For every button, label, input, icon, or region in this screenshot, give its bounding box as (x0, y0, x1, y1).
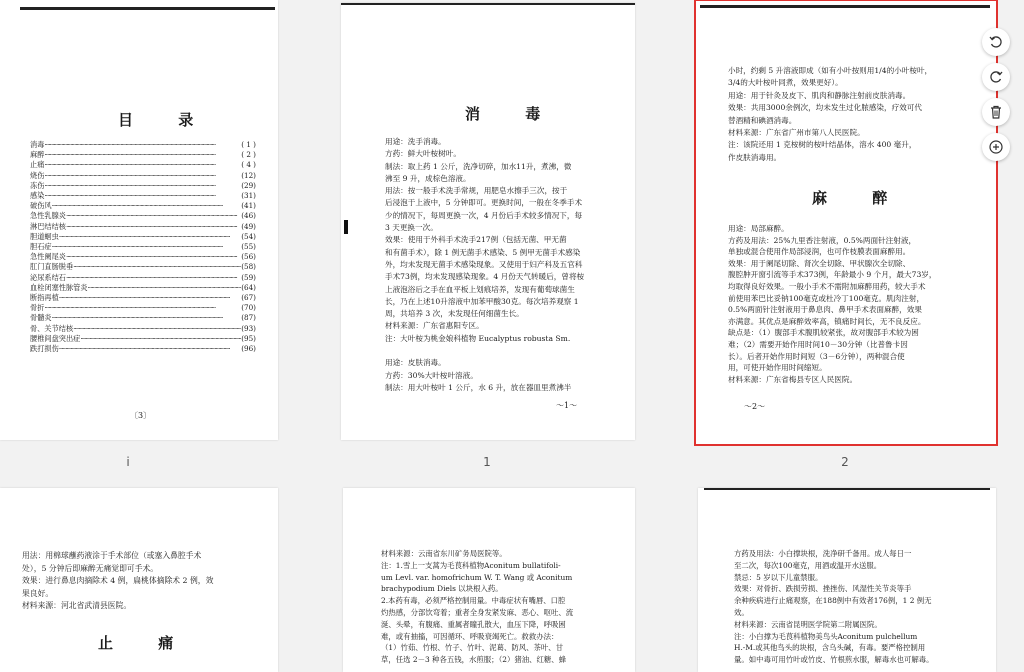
toc-entry-page: (67) (241, 293, 256, 303)
text-line: 草，任选 2－3 种各五钱，水煎服；（2）猪油、红糖、蜂 (381, 655, 567, 665)
text-line: 缺点是：（1）腹部手术腹肌较紧张，故对腹部手术较为困 (728, 328, 919, 338)
toc-entry-page: (49) (241, 221, 256, 231)
toc-title: 目 录 (118, 111, 214, 129)
text-line: 3/4的大叶桉叶同煮，效果更好）。 (728, 78, 843, 88)
toc-entry (30, 344, 256, 354)
text-line: 小时，约剩 5 升溶液即成（如有小叶按则用1/4的小叶桉叶， (728, 66, 933, 75)
page-text (734, 548, 990, 666)
toc-entry-page: (46) (241, 211, 256, 221)
toc-entry-name: 止痛 (30, 160, 45, 170)
text-line: 作皮肤消毒用。 (728, 152, 782, 162)
toc-entry-page: (64) (241, 282, 256, 292)
text-line: （1）竹茹、竹根、竹子、竹叶、泥葛、防风、茶叶、甘 (381, 643, 564, 653)
toc-entry (30, 334, 256, 344)
text-line: 至二次，每次100毫克，用酒或温开水送服。 (734, 560, 882, 570)
page-thumbnail-2[interactable] (696, 1, 996, 444)
toc-entry-name: 跌打损伤 (30, 344, 59, 354)
text-line: 用途：局部麻醉。 (728, 224, 789, 233)
toc-entry-page: (96) (241, 344, 256, 354)
text-line: 单独或混合使用作局部浸润，也可作枝膜表面麻醉用。 (728, 247, 911, 257)
toc-entry-page: (12) (241, 170, 256, 180)
scan-edge (700, 5, 990, 8)
toc-entry-name: 骨髓炎 (30, 313, 52, 323)
toc-entry (30, 242, 256, 252)
text-line: 周，共培养 3 次，未发现任何细菌生长。 (385, 309, 524, 319)
toc-entry (30, 252, 256, 262)
scan-edge (341, 3, 635, 5)
toc-leader-dots (44, 150, 241, 160)
text-line: 腹腔肿开窗引流等手术373例，年龄最小 9 个月，最大73岁， (728, 270, 937, 280)
toc-entry (30, 273, 256, 283)
text-line: um Levl. var. homofrichum W. T. Wang 或 Aconitum (381, 572, 573, 582)
text-line: 长，乃在上述10升溶液中加苯甲酸30克。每次培养观察 1 (385, 296, 579, 306)
toc-entry (30, 313, 256, 323)
text-line: 沸至 9 升，成棕色溶液。 (385, 173, 471, 183)
toc-leader-dots (52, 313, 242, 323)
toc-entry (30, 160, 256, 170)
text-line: 前使用苯巴比妥钠100毫克或杜冷丁100毫克。肌肉注射， (728, 293, 925, 303)
toc-entry (30, 201, 256, 211)
toc-leader-dots (44, 191, 241, 201)
toc-entry-name: 冻伤 (30, 180, 45, 190)
text-line: 材料来源：广东省广州市第八人民医院。 (728, 127, 865, 137)
toc-leader-dots (44, 181, 241, 191)
toc-entry (30, 211, 256, 221)
toc-entry-page: (70) (241, 303, 256, 313)
text-line: 注：大叶桉为桃金娘科植物 Eucalyptus robusta Sm. (385, 333, 571, 343)
text-line: 少的情况下，每周更换一次，4 月份后手术较多情况下，每 (385, 210, 583, 220)
toc-entry-name: 胆石症 (30, 242, 52, 252)
toc-entry-name: 骨折 (30, 303, 45, 313)
toc-entry-page: (56) (241, 252, 256, 262)
page-thumbnail-1[interactable] (341, 3, 635, 440)
text-line: 0.5%两面针注射液用于鼻息肉、鼻甲手术表面麻醉，效果 (728, 305, 922, 315)
page-footer: ～2～ (744, 402, 766, 411)
text-line: 灼热感，分部饮弯着；重者全身发紧发麻、恶心、呕吐、流 (381, 607, 574, 617)
text-line: 2.本药有毒，必须严格控制用量。中毒症状有嘴唇、口腔 (381, 596, 566, 606)
toc-entry (30, 150, 256, 160)
toc-entry (30, 324, 256, 334)
page-text-bottom (728, 223, 990, 385)
scan-speck (344, 220, 348, 234)
text-line: 长）。后者开始作用时间短（3－6分钟），两种混合使 (728, 351, 905, 361)
toc-entry-name: 急性阑尾炎 (30, 252, 66, 262)
toc-entry-name: 消毒 (30, 140, 45, 149)
toc-leader-dots (44, 160, 241, 170)
toc-leader-dots (80, 334, 241, 344)
rotate-right-button[interactable] (982, 63, 1010, 91)
scan-edge (704, 488, 990, 490)
toc-entry-name: 麻醉 (30, 150, 45, 160)
page-text (381, 548, 631, 666)
toc-entry (30, 191, 256, 201)
toc-entry (30, 140, 256, 150)
text-line: 难；（2）需要开始作用时间10－30分钟（比普鲁卡因 (728, 339, 908, 349)
section-title: 麻 醉 (812, 189, 908, 207)
text-line: 替酒精和碘酒消毒。 (728, 115, 797, 125)
toc-entry (30, 262, 256, 272)
toc-leader-dots (52, 201, 242, 211)
rotate-right-icon (988, 69, 1004, 85)
text-line: 方药及用法：25%九里香注射液，0.5%两面针注射液， (728, 235, 917, 245)
toc-entry-page: ( 2 ) (241, 150, 256, 160)
toc-leader-dots (44, 140, 241, 150)
text-line: 注：1.雪上一支蒿为毛茛科植物Aconitum bullatifoli- (381, 560, 561, 570)
text-line: 注：小白撑为毛茛科植物美鸟头Aconitum pulchellum (734, 631, 918, 641)
toc-leader-dots (88, 283, 242, 293)
text-line: 效果：用于阑尾切除、肾次全切除、甲状腺次全切除、 (728, 258, 911, 268)
text-line: 涎、头晕，有腹痛、重属者瞳孔散大，血压下降，呼吸困 (381, 619, 566, 629)
add-page-icon (988, 139, 1004, 155)
toc-entry (30, 293, 256, 303)
text-line: 用，可使开始作用时间缩短。 (728, 363, 827, 373)
text-line: 处），5 分钟后即麻醉无痛觉即可手术。 (22, 563, 159, 573)
text-line: 材料来源：广东省惠阳专区。 (385, 321, 484, 331)
text-line (385, 345, 625, 357)
text-line: 材料来源：广东省梅县专区人民医院。 (728, 374, 858, 384)
text-line: 禁忌：5 岁以下儿童禁服。 (734, 572, 823, 582)
text-line: 余种疾病进行止痛观察，在188例中有效者176例，1 2 例无 (734, 596, 932, 606)
text-line: 手术73例，均未发现感染现象。4 月份天气转暖后，曾将桉 (385, 272, 585, 282)
toc-entry-name: 破伤风 (30, 201, 52, 211)
text-line: 外，均未发现无菌手术感染现象。又使用于妇产科及五官科 (385, 259, 583, 269)
toc-entry (30, 222, 256, 232)
toc-leader-dots (73, 262, 241, 272)
text-line: 材料来源：云南省昆明医学院第二附属医院。 (734, 619, 882, 629)
toc-entry (30, 303, 256, 313)
delete-page-button[interactable] (982, 98, 1010, 126)
toc-entry-name: 血栓闭塞性脉管炎 (30, 282, 88, 292)
text-line: 材料来源：河北省武清县医院。 (22, 601, 132, 610)
text-line: 3 天更换一次。 (385, 223, 438, 233)
text-line: 用法：用棉球蘸药液涂于手术部位（或塞入鼻腔手术 (22, 551, 202, 560)
toc-list (30, 140, 256, 354)
section-title: 消 毒 (465, 105, 561, 123)
text-line: 制法：用大叶桉叶 1 公斤，水 6 升，放在器皿里煮沸半 (385, 382, 572, 392)
toc-leader-dots (66, 222, 241, 232)
toc-entry (30, 181, 256, 191)
page-actions-toolbar (982, 28, 1012, 168)
toc-leader-dots (73, 324, 241, 334)
page-label-2: 2 (841, 455, 849, 469)
toc-entry (30, 171, 256, 181)
toc-entry-name: 淋巴结结核 (30, 221, 66, 231)
text-line: 效果：对骨折、跌损劳损、挫挫伤、风湿性关节炎等手 (734, 584, 912, 594)
toc-entry-name: 感染 (30, 191, 45, 201)
page-text (385, 136, 625, 394)
text-line: 效果：共用3000余例次，均未发生过化脓感染，疗效可代 (728, 103, 922, 113)
page-thumbnail-5[interactable] (698, 488, 996, 672)
scan-edge (20, 7, 275, 10)
text-line: 方药：30%大叶桉叶溶液。 (385, 370, 478, 380)
text-line: 效果：进行鼻息肉摘除术 4 例，扁桃体摘除术 2 例，效 (22, 576, 214, 585)
text-line: 效。 (734, 607, 749, 617)
text-line: 效果：使用于外科手术洗手217例（包括无菌、甲无菌 (385, 235, 567, 245)
text-line: 果良好。 (22, 588, 54, 598)
toc-entry-page: (31) (241, 191, 256, 201)
trash-icon (988, 104, 1004, 120)
text-line: 用途：用于针灸及皮下、肌肉和静脉注射前皮肤消毒。 (728, 90, 911, 100)
text-line: 制法：取上药 1 公斤，洗净切碎，加水11升，煮沸，微 (385, 161, 572, 171)
toc-leader-dots (66, 211, 241, 221)
toc-leader-dots (66, 273, 241, 283)
page-text (22, 550, 272, 613)
text-line: 上液泡浴后之手在血平板上划痕培养，发现有葡萄球菌生 (385, 284, 575, 294)
rotate-left-icon (988, 34, 1004, 50)
toc-leader-dots (59, 344, 241, 354)
toc-entry-page: (87) (241, 313, 256, 323)
text-line: H.-M.或其他鸟头的块根，含乌头碱，有毒。要严格控制用 (734, 643, 926, 653)
rotate-left-button[interactable] (982, 28, 1010, 56)
toc-entry-page: (54) (241, 231, 256, 241)
text-line: 用法：按一般手术洗手常规，用肥皂水擦手三次，按于 (385, 186, 568, 196)
toc-entry-name: 腰椎间盘突出症 (30, 333, 81, 343)
page-thumbnail-3[interactable] (0, 488, 278, 672)
text-line: 用途：皮肤消毒。 (385, 358, 446, 368)
page-thumbnail-4[interactable] (343, 488, 635, 672)
text-line: 量。如中毒可用竹叶或竹皮、竹根煎水服，解毒水也可解毒。 (734, 655, 934, 665)
toc-leader-dots (44, 303, 241, 313)
text-line: 均取得良好效果。一般小手术不需附加麻醉用药，较大手术 (728, 281, 926, 291)
text-line: 后浸泡于上液中，5 分钟即可。更换时间，一般在冬季手术 (385, 198, 583, 208)
text-line: 材料来源：云南省东川矿务局医院等。 (381, 549, 507, 558)
toc-entry-name: 肛门直肠脱垂 (30, 262, 74, 272)
toc-entry-name: 胆道蛔虫 (30, 231, 59, 241)
toc-entry-page: (95) (241, 333, 256, 343)
toc-leader-dots (44, 171, 241, 181)
page-footer: 〔3〕 (130, 411, 152, 420)
text-line: brachypodium Diels 以块根入药。 (381, 584, 503, 594)
toc-entry-name: 烧伤 (30, 170, 45, 180)
text-line: 注：该院还用 1 克桉树的桉叶结晶体，溶水 400 毫升， (728, 140, 917, 150)
toc-leader-dots (59, 293, 241, 303)
text-line: 方药及用法：小白撑块根，洗净研千备用。成人每日一 (734, 549, 912, 558)
toc-entry-page: ( 1 ) (241, 140, 256, 149)
toc-entry-page: (29) (241, 180, 256, 190)
toc-entry-name: 泌尿系结石 (30, 272, 66, 282)
text-line: 和有菌手术），除 1 例无菌手术感染、5 例甲无菌手术感染 (385, 247, 581, 257)
toc-leader-dots (66, 252, 241, 262)
toc-entry-page: (59) (241, 272, 256, 282)
page-label-i: i (126, 455, 130, 469)
toc-entry-name: 骨、关节结核 (30, 323, 74, 333)
text-line: 难，或有抽搐，可因循环、呼吸衰竭死亡。救救办法： (381, 631, 559, 641)
toc-entry-page: (41) (241, 201, 256, 211)
text-line: 亦满意。其优点是麻醉效率高，镇痛时间长，无不良反应。 (728, 316, 926, 326)
add-page-button[interactable] (982, 133, 1010, 161)
page-thumbnail-i[interactable] (0, 0, 278, 440)
text-line: 用途：洗手消毒。 (385, 137, 446, 146)
page-footer: ～1～ (556, 401, 578, 410)
toc-leader-dots (59, 232, 241, 242)
section-title: 止 痛 (98, 634, 194, 652)
text-line: 方药：鲜大叶桉树叶。 (385, 149, 461, 159)
page-label-1: 1 (483, 455, 491, 469)
page-text-top (728, 65, 990, 164)
toc-entry-page: (58) (241, 262, 256, 272)
toc-entry-page: ( 4 ) (241, 160, 256, 170)
toc-entry-page: (93) (241, 323, 256, 333)
toc-entry-page: (55) (241, 242, 256, 252)
toc-entry (30, 283, 256, 293)
toc-entry (30, 232, 256, 242)
toc-leader-dots (52, 242, 242, 252)
toc-entry-name: 断指再植 (30, 293, 59, 303)
toc-entry-name: 急性乳腺炎 (30, 211, 66, 221)
